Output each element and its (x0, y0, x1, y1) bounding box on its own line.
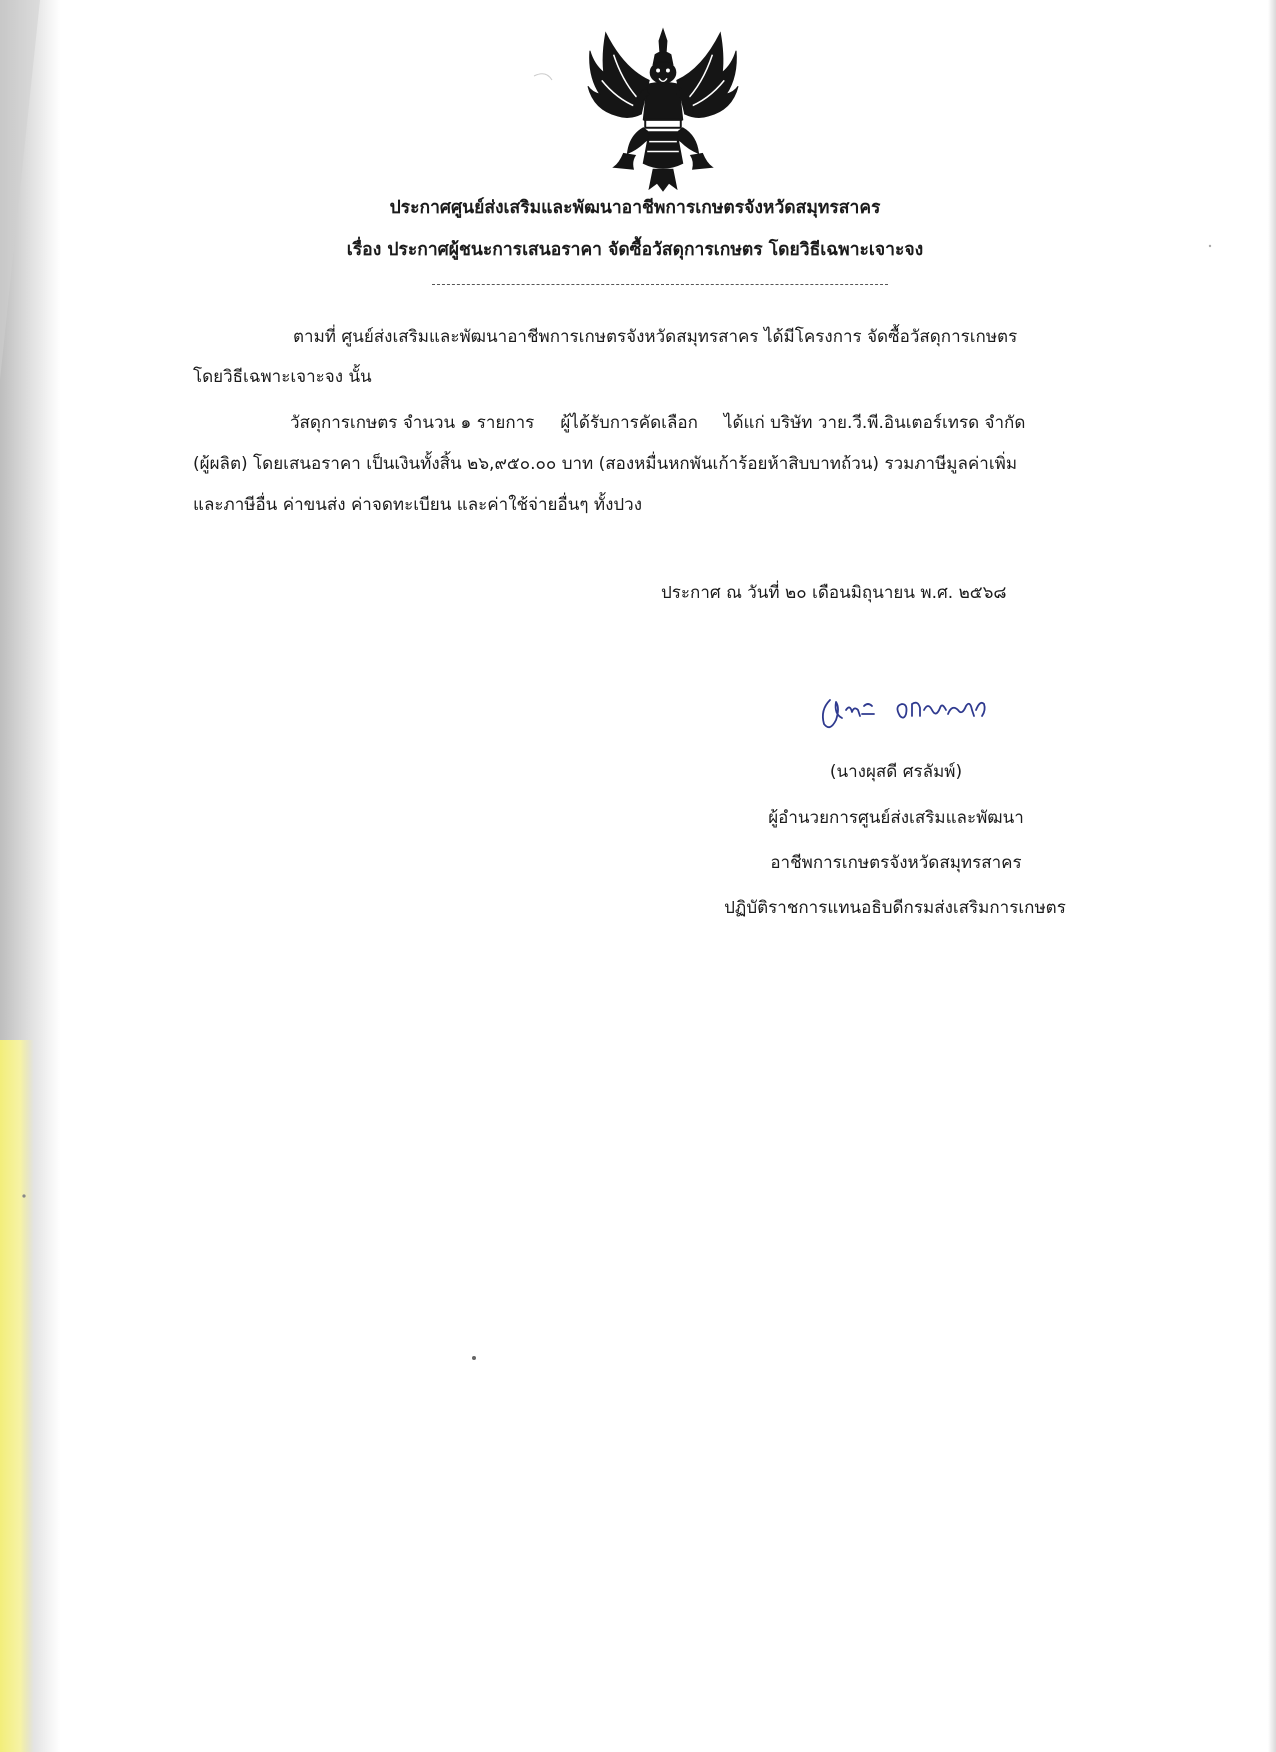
body-line-5: และภาษีอื่น ค่าขนส่ง ค่าจดทะเบียน และค่าใช้จ่ายอื่นๆ ทั้งปวง (193, 495, 643, 515)
body-line-2: โดยวิธีเฉพาะเจาะจง นั้น (193, 367, 372, 387)
announcement-date: ประกาศ ณ วันที่ ๒๐ เดือนมิถุนายน พ.ศ. ๒๕๖๘ (661, 583, 1007, 603)
signer-position-1: ผู้อำนวยการศูนย์ส่งเสริมและพัฒนา (768, 808, 1024, 828)
winner-company: ได้แก่ บริษัท วาย.วี.พี.อินเตอร์เทรด จำกัด (723, 413, 1026, 433)
signer-position-2: อาชีพการเกษตรจังหวัดสมุทรสาคร (770, 853, 1022, 873)
body-line-1: ตามที่ ศูนย์ส่งเสริมและพัฒนาอาชีพการเกษตรจังหวัดสมุทรสาคร ได้มีโครงการ จัดซื้อวัสดุการเกษตร (293, 327, 1018, 347)
document-subject: เรื่อง ประกาศผู้ชนะการเสนอราคา จัดซื้อวัสดุการเกษตร โดยวิธีเฉพาะเจาะจง (346, 240, 924, 260)
selected-label: ผู้ได้รับการคัดเลือก (560, 413, 698, 433)
signer-position-3: ปฏิบัติราชการแทนอธิบดีกรมส่งเสริมการเกษตร (724, 898, 1066, 918)
item-count-text: วัสดุการเกษตร จำนวน ๑ รายการ (290, 413, 535, 433)
document-title: ประกาศศูนย์ส่งเสริมและพัฒนาอาชีพการเกษตรจังหวัดสมุทรสาคร (389, 198, 881, 218)
body-line-4: (ผู้ผลิต) โดยเสนอราคา เป็นเงินทั้งสิ้น ๒๖,๙๕๐.๐๐ บาท (สองหมื่นหกพันเก้าร้อยห้าสิบบาทถ้วน) รวมภาษีมูลค่าเพิ่ม (193, 454, 1018, 474)
signer-name: (นางผุสดี ศรลัมพ์) (829, 762, 963, 782)
